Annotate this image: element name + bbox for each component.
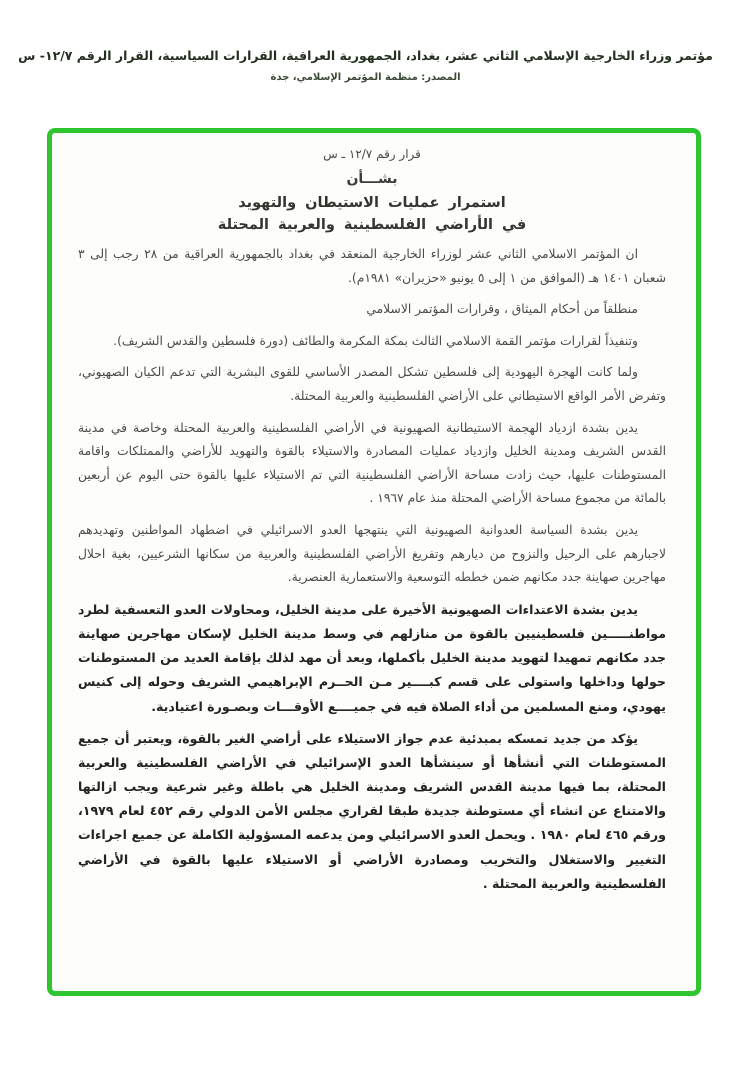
document-paragraph: ولما كانت الهجرة اليهودية إلى فلسطين تشكل المصدر الأساسي للقوى البشرية التي تدعم الكيان الصهيوني، وتفرض الأمر الواقع الاستيطاني على الأراضي الفلسطينية والعربية المحتلة. bbox=[78, 365, 666, 404]
document-paragraph: منطلقاً من أحكام الميثاق ، وقرارات المؤتمر الاسلامي bbox=[366, 302, 638, 317]
document-title-line1: استمرار عمليات الاستيطان والتهويد bbox=[238, 195, 506, 211]
document-source-header bbox=[0, 48, 731, 83]
document-paragraph: يدين بشدة السياسة العدوانية الصهيونية التي ينتهجها العدو الاسرائيلي في اضطهاد المواطنين وتهديدهم لاجبارهم على الرحيل والنزوح من ديارهم وتفريغ الأراضي الفلسطينية والعربية من سكانها الشرعيين، بغية احلال مهاجرين صهاينة جدد مكانهم ضمن خططه التوسعية والاستعمارية العنصرية. bbox=[78, 523, 666, 585]
source-line: المصدر: منظمة المؤتمر الإسلامي، جدة bbox=[270, 72, 461, 83]
document-paragraph: يؤكد من جديد تمسكه بمبدئية عدم جواز الاستيلاء على أراضي الغير بالقوة، ويعتبر أن جميع المستوطنات التي أنشأها أو سينشأها العدو الإسرائيلي في الأراضي الفلسطينية والعربية المحتلة، بما فيها مدينة القدس الشريف ومدينة الخليل هي باطلة وغير شرعية ويجب ازالتها والامتناع عن انشاء أي مستوطنة جديدة طبقا لقراري مجلس الأمن الدولي رقم ٤٥٢ لعام ١٩٧٩، ورقم ٤٦٥ لعام ١٩٨٠ . ويحمل العدو الاسرائيلي ومن يدعمه المسؤولية الكاملة عن جميع اجراءات التغيير والاستغلال والتخريب ومصادرة الأراضي أو الاستيلاء عليها بالقوة في الأراضي الفلسطينية والعربية المحتلة . bbox=[78, 730, 666, 891]
document-title-line2: في الأراضي الفلسطينية والعربية المحتلة bbox=[217, 217, 527, 233]
document-paragraph: يدين بشدة ازدياد الهجمة الاستيطانية الصهيونية في الأراضي الفلسطينية والعربية المحتلة وخاصة في مدينة القدس الشريف ومدينة الخليل وازدياد عمليات المصادرة والاستيلاء بالقوة والتهويد للأراضي والممتلكات واقامة المستوطنات عليها، حيث زادت مساحة الأراضي الفلسطينية التي تم الاستيلاء عليها بالقوة حتى اليوم عن أربعين بالمائة من مجموع مساحة الأراضي المحتلة منذ عام ١٩٦٧ . bbox=[78, 420, 666, 506]
document-title-block bbox=[78, 147, 666, 233]
scanned-document-content bbox=[78, 147, 666, 979]
green-border-frame bbox=[47, 128, 701, 996]
resolution-number: قرار رقم ١٢/٧ ـ س bbox=[323, 147, 421, 161]
conference-title: مؤتمر وزراء الخارجية الإسلامي الثاني عشر، بغداد، الجمهورية العراقية، القرارات السياسية، القرار الرقم ١٢/٧- س bbox=[18, 48, 713, 63]
document-paragraph: يدين بشدة الاعتداءات الصهيونية الأخيرة على مدينة الخليل، ومحاولات العدو التعسفية لطرد مواطنـــــين فلسطينيين بالقوة من منازلهم في وسط مدينة الخليل لإسكان مهاجرين صهاينة جدد مكانهم تمهيدا لتهويد مدينة الخليل بأكملها، وبعد أن مهد لذلك بإقامة العديد من المستوطنات حولها وداخلها واستولى على قسم كبــــير مـن الحــرم الإبراهيمي الشريف وحوله إلى كنيس يهودي، ومنع المسلمين من أداء الصلاة فيه في جميــــع الأوقـــات وبصـورة اعتيادية. bbox=[78, 601, 666, 714]
document-paragraph: ان المؤتمر الاسلامي الثاني عشر لوزراء الخارجية المنعقد في بغداد بالجمهورية العراقية من ٢٨ رجب إلى ٣ شعبان ١٤٠١ هـ (الموافق من ١ إلى ٥ يونيو «حزيران» ١٩٨١م). bbox=[78, 247, 666, 285]
regarding-label: بشـــأن bbox=[346, 171, 398, 187]
document-body bbox=[78, 243, 666, 896]
document-paragraph: وتنفيذاً لقرارات مؤتمر القمة الاسلامي الثالث بمكة المكرمة والطائف (دورة فلسطين والقدس الشريف). bbox=[113, 333, 638, 348]
